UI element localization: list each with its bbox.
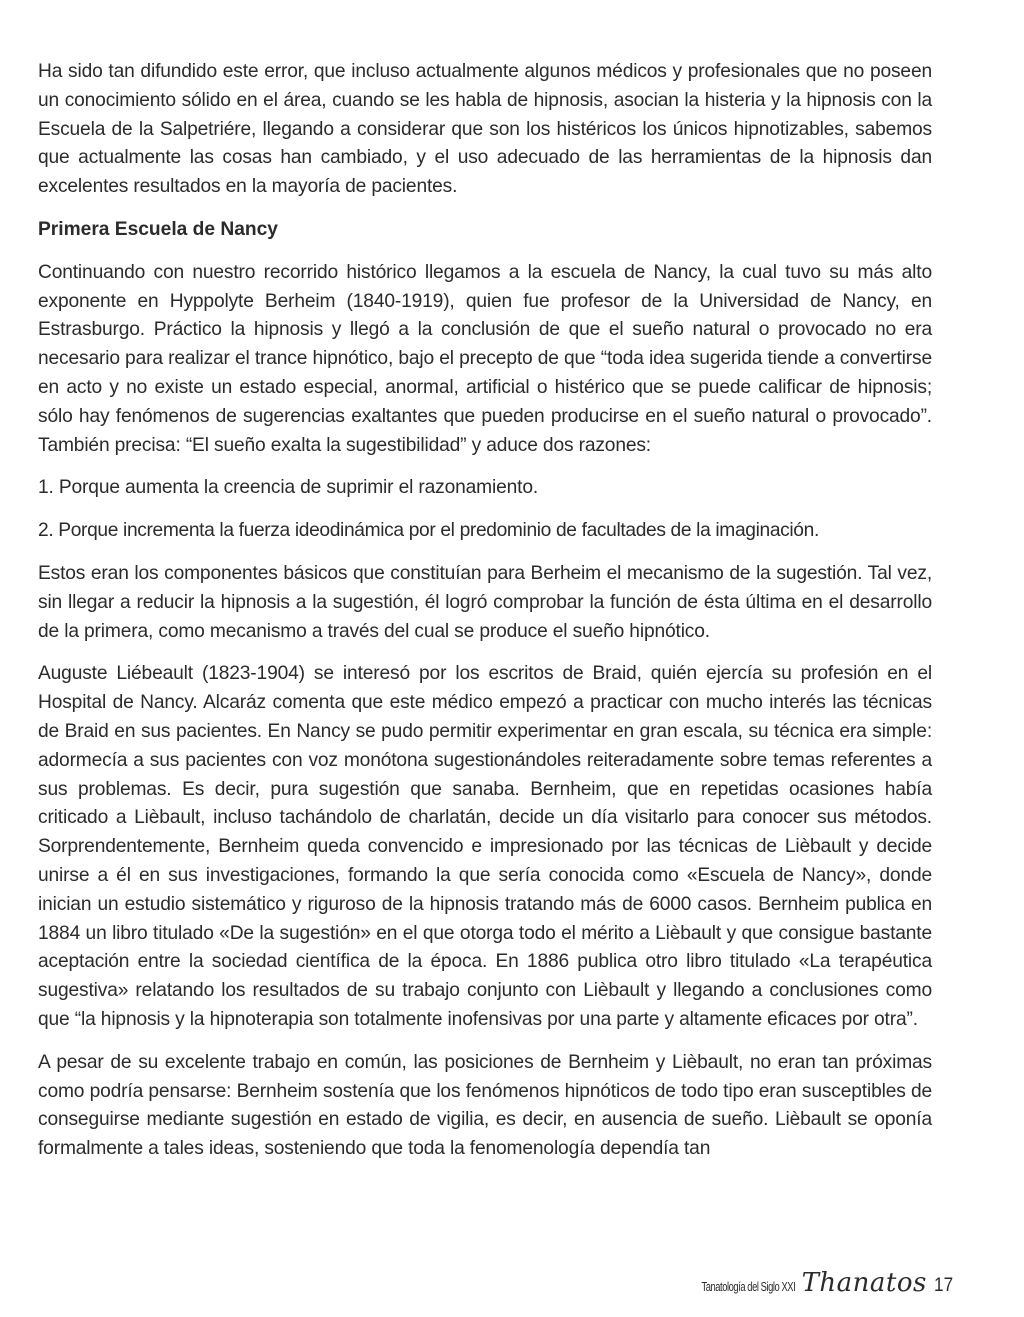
paragraph-positions: A pesar de su excelente trabajo en común, las posiciones de Bernheim y Lièbault, no eran tan próximas como podría pensarse: Bernheim sostenía que los fenómenos hipnóticos de todo tipo eran susceptibles de conseguirse mediante sugestión en estado de vigilia, es decir, en ausencia de sueño. Lièbault se oponía formalmente a tales ideas, sosteniendo que toda la fenomenología dependía tan (38, 1051, 932, 1160)
list-item-2: 2. Porque incrementa la fuerza ideodinámica por el predominio de facultades de la imaginación. (38, 520, 819, 542)
journal-logo: Thanatos (801, 1268, 927, 1298)
article-body (38, 58, 932, 1178)
page-footer (665, 1268, 954, 1298)
paragraph-liebeault: Auguste Liébeault (1823-1904) se interesó por los escritos de Braid, quién ejercía su profesión en el Hospital de Nancy. Alcaráz comenta que este médico empezó a practicar con mucho interés las técnicas de Braid en sus pacientes. En Nancy se pudo permitir experimentar en gran escala, su técnica era simple: adormecía a sus pacientes con voz monótona sugestionándoles reiteradamente sobre temas referentes a sus problemas. Es decir, pura sugestión que sanaba. Bernheim, que en repetidas ocasiones había criticado a Lièbault, incluso tachándolo de charlatán, decide un día visitarlo para conocer sus métodos. Sorprendentemente, Bernheim queda convencido e impresionado por las técnicas de Lièbault y decide unirse a él en sus investigaciones, formando la que sería conocida como «Escuela de Nancy», donde inician un estudio sistemático y riguroso de la hipnosis tratando más de 6000 casos. Bernheim publica en 1884 un libro titulado «De la sugestión» en el que otorga todo el mérito a Lièbault y que consigue bastante aceptación entre la sociedad científica de la época. En 1886 publica otro libro titulado «La terapéutica sugestiva» relatando los resultados de su trabajo conjunto con Lièbault y llegando a conclusiones como que “la hipnosis y la hipnoterapia son totalmente inofensivas por una parte y altamente eficaces por otra”. (38, 663, 932, 1030)
journal-name: Tanatología del Siglo XXI (701, 1279, 796, 1294)
page-number: 17 (933, 1275, 953, 1296)
section-heading: Primera Escuela de Nancy (38, 218, 278, 240)
paragraph-mechanism: Estos eran los componentes básicos que constituían para Berheim el mecanismo de la sugestión. Tal vez, sin llegar a reducir la hipnosis a la sugestión, él logró comprobar la función de ésta última en el desarrollo de la primera, como mecanismo a través del cual se produce el sueño hipnótico. (38, 562, 932, 642)
list-item-1: 1. Porque aumenta la creencia de suprimir el razonamiento. (38, 477, 539, 499)
paragraph-berheim: Continuando con nuestro recorrido histórico llegamos a la escuela de Nancy, la cual tuvo su más alto exponente en Hyppolyte Berheim (1840-1919), quien fue profesor de la Universidad de Nancy, en Estrasburgo. Práctico la hipnosis y llegó a la conclusión de que el sueño natural o provocado no era necesario para realizar el trance hipnótico, bajo el precepto de que “toda idea sugerida tiende a convertirse en acto y no existe un estado especial, anormal, artificial o histérico que se puede calificar de hipnosis; sólo hay fenómenos de sugerencias exaltantes que pueden producirse en el sueño natural o provocado”. También precisa: “El sueño exalta la sugestibilidad” y aduce dos razones: (38, 261, 932, 456)
paragraph-intro: Ha sido tan difundido este error, que incluso actualmente algunos médicos y profesionales que no poseen un conocimiento sólido en el área, cuando se les habla de hipnosis, asocian la histeria y la hipnosis con la Escuela de la Salpetriére, llegando a considerar que son los histéricos los únicos hipnotizables, sabemos que actualmente las cosas han cambiado, y el uso adecuado de las herramientas de la hipnosis dan excelentes resultados en la mayoría de pacientes. (38, 61, 932, 198)
